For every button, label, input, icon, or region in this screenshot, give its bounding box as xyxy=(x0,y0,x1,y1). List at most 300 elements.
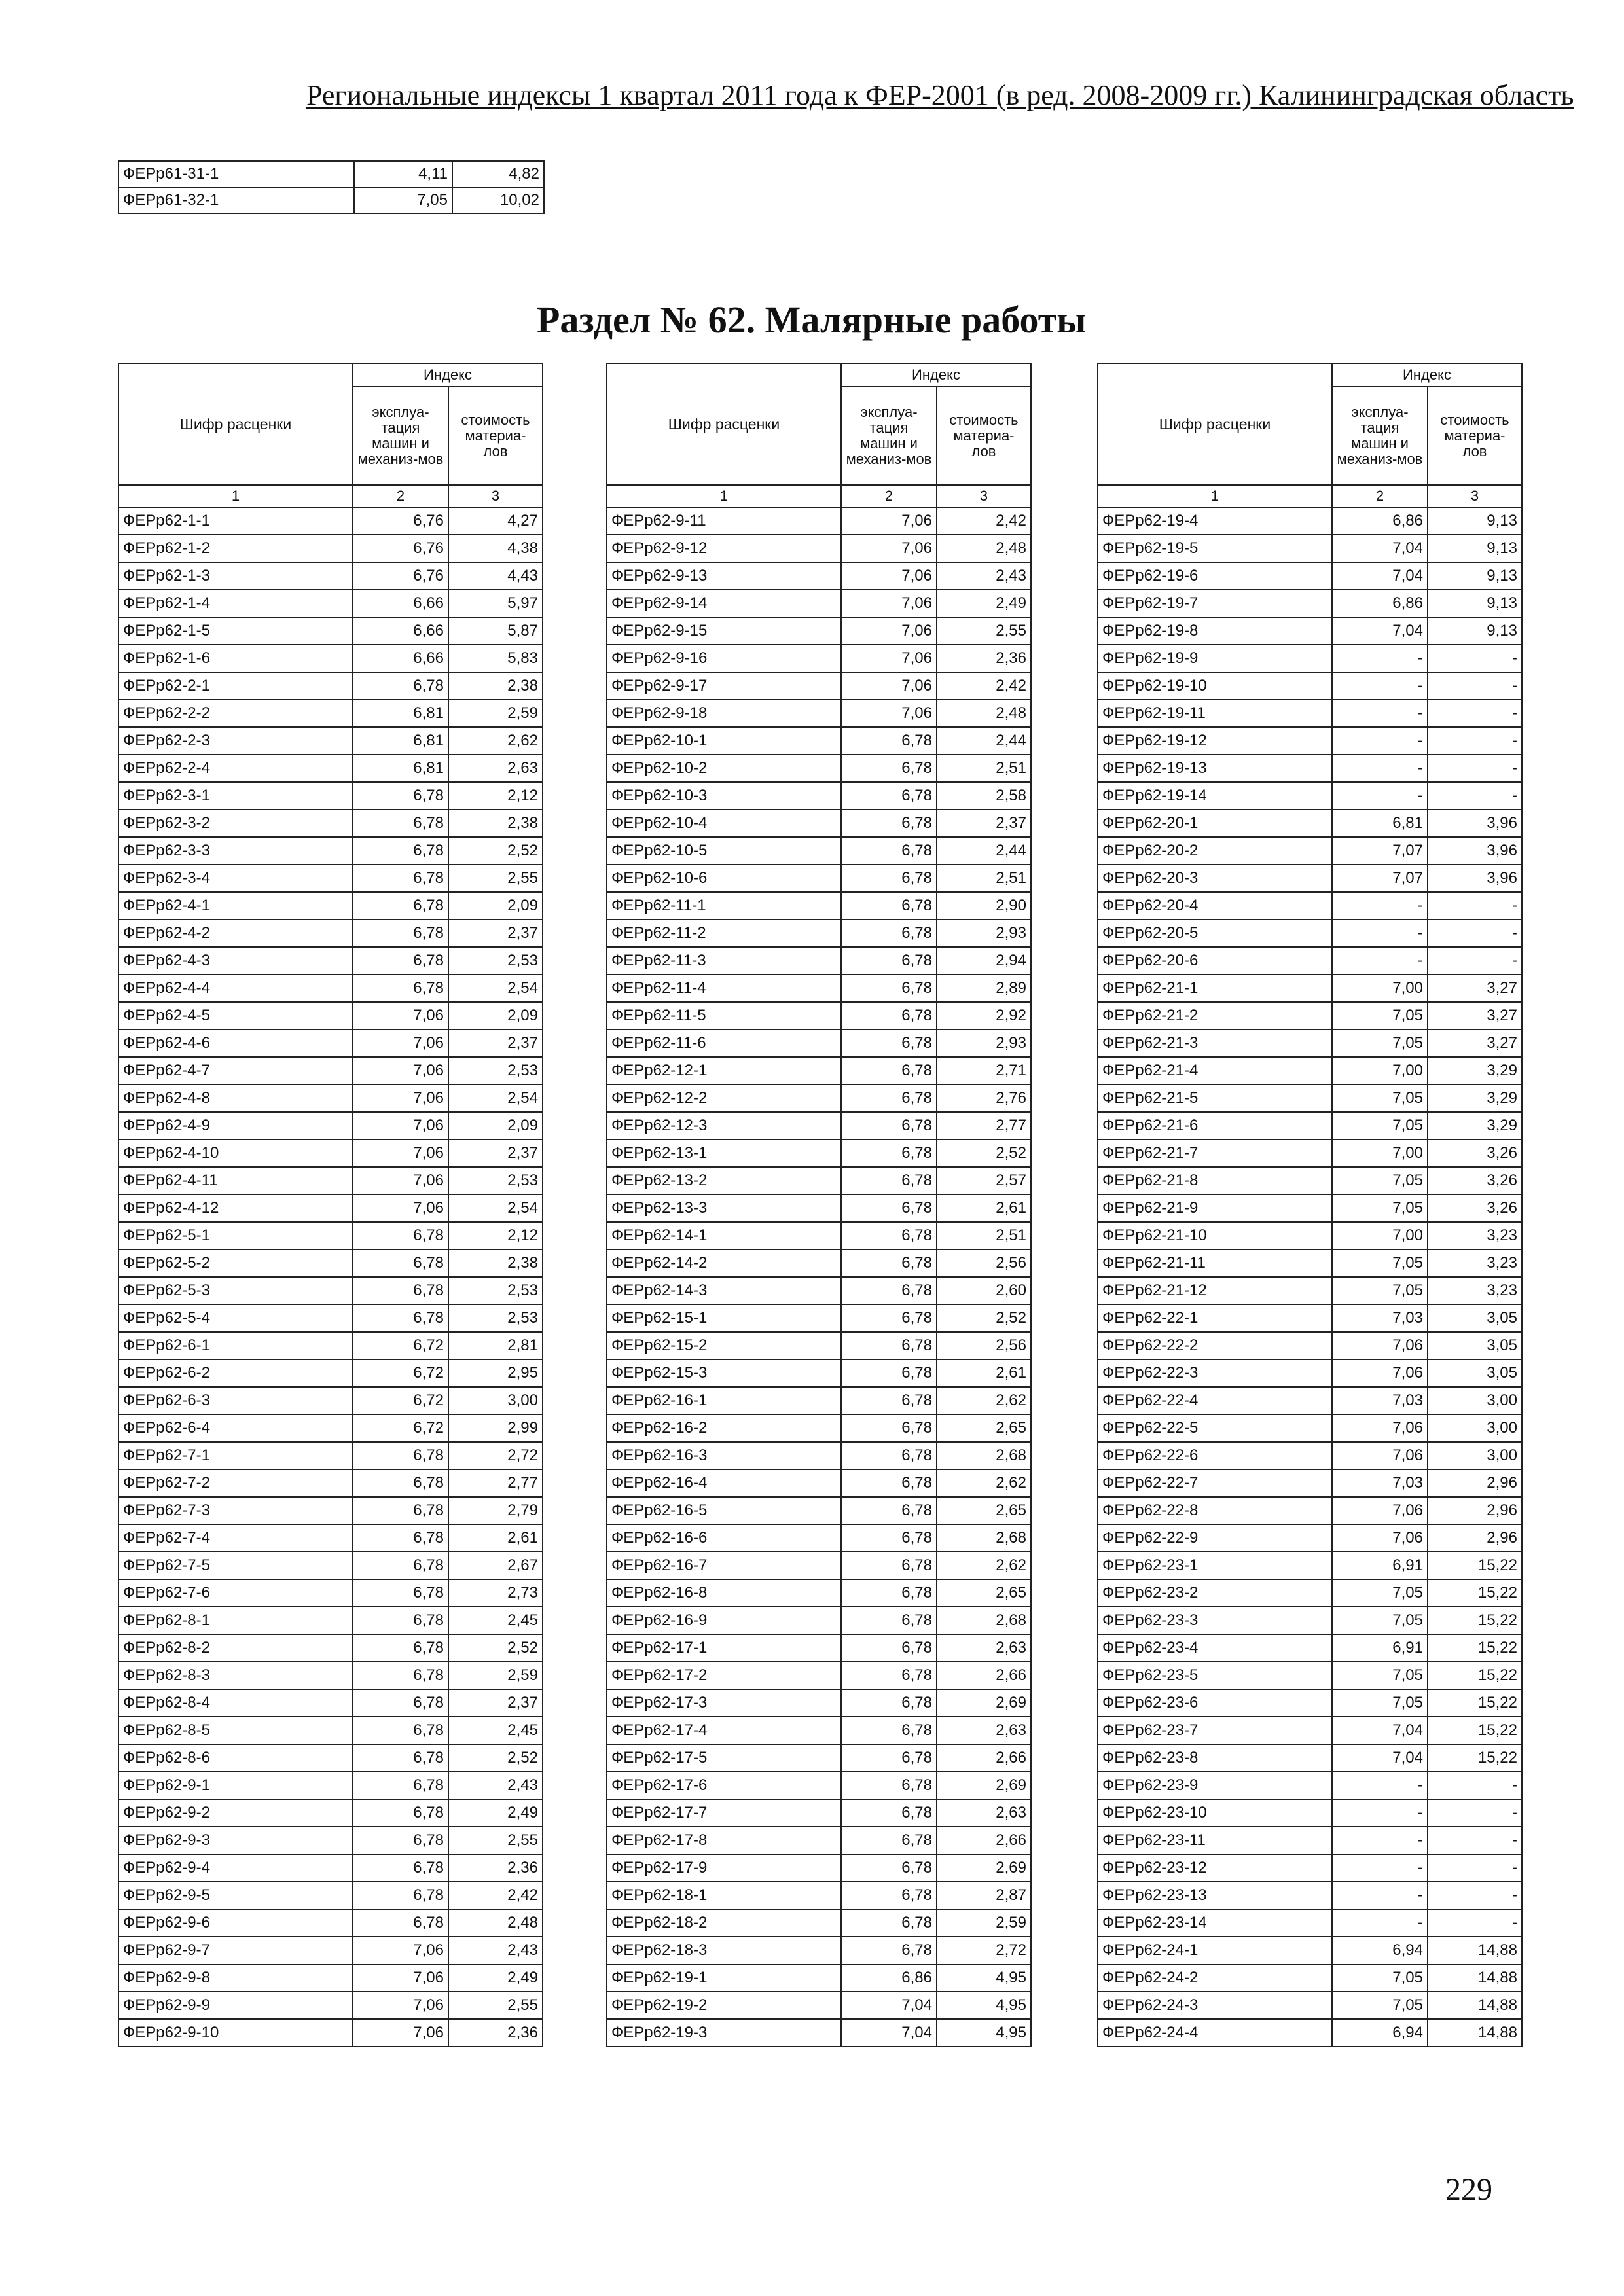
table-row xyxy=(1098,645,1522,672)
rate-code: ФЕРр62-11-5 xyxy=(607,1002,841,1030)
rate-code: ФЕРр62-4-11 xyxy=(118,1167,353,1194)
machine-index: 6,78 xyxy=(841,892,937,920)
machine-index: 6,66 xyxy=(353,645,448,672)
table-row xyxy=(118,1222,543,1249)
rate-code: ФЕРр62-23-8 xyxy=(1098,1744,1332,1772)
table-row xyxy=(118,1579,543,1607)
machine-index: 6,78 xyxy=(353,1662,448,1689)
machine-index: - xyxy=(1332,1882,1428,1909)
material-index: 2,38 xyxy=(448,1249,543,1277)
column-header-exploitation: эксплуа-тация машин и механиз-мов xyxy=(841,387,937,485)
rate-code: ФЕРр62-17-2 xyxy=(607,1662,841,1689)
material-index: 9,13 xyxy=(1428,590,1522,617)
table-row xyxy=(118,1882,543,1909)
table-row xyxy=(1098,1717,1522,1744)
rate-code: ФЕРр62-22-9 xyxy=(1098,1524,1332,1552)
rate-code: ФЕРр62-18-1 xyxy=(607,1882,841,1909)
machine-index: 7,06 xyxy=(353,1139,448,1167)
rate-code: ФЕРр62-16-2 xyxy=(607,1414,841,1442)
rate-code: ФЕРр62-9-16 xyxy=(607,645,841,672)
material-index: 2,52 xyxy=(448,1744,543,1772)
machine-index: 6,78 xyxy=(353,1909,448,1937)
table-row xyxy=(118,865,543,892)
rate-code: ФЕРр62-19-12 xyxy=(1098,727,1332,755)
rate-code: ФЕРр62-19-14 xyxy=(1098,782,1332,810)
rate-code: ФЕРр61-31-1 xyxy=(118,161,354,187)
table-row xyxy=(118,1332,543,1359)
table-row xyxy=(1098,535,1522,562)
material-index: 2,61 xyxy=(937,1194,1031,1222)
machine-index: 6,78 xyxy=(841,1002,937,1030)
column-header-code: Шифр расценки xyxy=(607,363,841,485)
rate-code: ФЕРр62-9-15 xyxy=(607,617,841,645)
rate-code: ФЕРр62-10-4 xyxy=(607,810,841,837)
material-index: 3,29 xyxy=(1428,1112,1522,1139)
rate-code: ФЕРр62-4-6 xyxy=(118,1030,353,1057)
material-index: 4,82 xyxy=(452,161,544,187)
material-index: - xyxy=(1428,947,1522,975)
machine-index: 6,76 xyxy=(353,562,448,590)
rate-code: ФЕРр62-1-3 xyxy=(118,562,353,590)
machine-index: 6,78 xyxy=(841,1552,937,1579)
rate-code: ФЕРр62-21-11 xyxy=(1098,1249,1332,1277)
material-index: 15,22 xyxy=(1428,1744,1522,1772)
material-index: 2,42 xyxy=(448,1882,543,1909)
column-header-code: Шифр расценки xyxy=(1098,363,1332,485)
material-index: 2,63 xyxy=(937,1717,1031,1744)
material-index: 3,23 xyxy=(1428,1222,1522,1249)
material-index: 10,02 xyxy=(452,187,544,213)
machine-index: 7,07 xyxy=(1332,865,1428,892)
table-row xyxy=(607,535,1031,562)
machine-index: 6,76 xyxy=(353,507,448,535)
material-index: - xyxy=(1428,892,1522,920)
material-index: 15,22 xyxy=(1428,1717,1522,1744)
rate-code: ФЕРр62-12-1 xyxy=(607,1057,841,1085)
material-index: 2,60 xyxy=(937,1277,1031,1304)
material-index: 2,45 xyxy=(448,1607,543,1634)
table-row xyxy=(607,975,1031,1002)
rate-code: ФЕРр61-32-1 xyxy=(118,187,354,213)
rate-code: ФЕРр62-2-4 xyxy=(118,755,353,782)
table-row xyxy=(607,1469,1031,1497)
rate-code: ФЕРр62-23-6 xyxy=(1098,1689,1332,1717)
machine-index: 7,04 xyxy=(1332,1744,1428,1772)
table-row xyxy=(118,1497,543,1524)
table-row xyxy=(118,645,543,672)
machine-index: 7,03 xyxy=(1332,1469,1428,1497)
rate-code: ФЕРр62-19-13 xyxy=(1098,755,1332,782)
machine-index: 7,06 xyxy=(841,507,937,535)
machine-index: 6,72 xyxy=(353,1332,448,1359)
table-row xyxy=(1098,1772,1522,1799)
table-row xyxy=(1098,1359,1522,1387)
machine-index: 6,78 xyxy=(353,920,448,947)
table-row xyxy=(607,810,1031,837)
table-row xyxy=(607,1497,1031,1524)
table-row xyxy=(607,2019,1031,2047)
rate-code: ФЕРр62-4-5 xyxy=(118,1002,353,1030)
rate-code: ФЕРр62-21-3 xyxy=(1098,1030,1332,1057)
table-row xyxy=(118,1854,543,1882)
material-index: 2,36 xyxy=(448,2019,543,2047)
machine-index: 7,06 xyxy=(1332,1442,1428,1469)
rate-code: ФЕРр62-9-13 xyxy=(607,562,841,590)
material-index: 15,22 xyxy=(1428,1689,1522,1717)
material-index: 4,38 xyxy=(448,535,543,562)
material-index: 2,63 xyxy=(937,1799,1031,1827)
material-index: 2,55 xyxy=(448,865,543,892)
machine-index: 6,78 xyxy=(841,1112,937,1139)
table-row xyxy=(118,672,543,700)
table-row xyxy=(607,617,1031,645)
machine-index: 6,94 xyxy=(1332,1937,1428,1964)
machine-index: 6,81 xyxy=(353,700,448,727)
table-row xyxy=(118,1167,543,1194)
machine-index: 6,78 xyxy=(841,837,937,865)
material-index: 2,81 xyxy=(448,1332,543,1359)
material-index: 2,37 xyxy=(448,1689,543,1717)
material-index: 2,43 xyxy=(448,1772,543,1799)
rate-code: ФЕРр62-10-5 xyxy=(607,837,841,865)
material-index: 2,59 xyxy=(448,700,543,727)
column-header-exploitation: эксплуа-тация машин и механиз-мов xyxy=(1332,387,1428,485)
machine-index: 6,78 xyxy=(353,1277,448,1304)
material-index: 2,53 xyxy=(448,947,543,975)
material-index: 2,90 xyxy=(937,892,1031,920)
rate-code: ФЕРр62-6-2 xyxy=(118,1359,353,1387)
table-row xyxy=(118,187,544,213)
rate-code: ФЕРр62-14-3 xyxy=(607,1277,841,1304)
rate-code: ФЕРр62-8-4 xyxy=(118,1689,353,1717)
material-index: 2,45 xyxy=(448,1717,543,1744)
table-row xyxy=(1098,1524,1522,1552)
rate-code: ФЕРр62-6-1 xyxy=(118,1332,353,1359)
table-row xyxy=(607,1827,1031,1854)
machine-index: 7,04 xyxy=(1332,562,1428,590)
material-index: 15,22 xyxy=(1428,1552,1522,1579)
table-row xyxy=(1098,1002,1522,1030)
rate-code: ФЕРр62-4-7 xyxy=(118,1057,353,1085)
material-index: 14,88 xyxy=(1428,2019,1522,2047)
machine-index: 7,05 xyxy=(1332,1167,1428,1194)
machine-index: - xyxy=(1332,1827,1428,1854)
rate-code: ФЕРр62-3-2 xyxy=(118,810,353,837)
machine-index: 6,78 xyxy=(353,1799,448,1827)
table-row xyxy=(1098,1964,1522,1992)
machine-index: 6,76 xyxy=(353,535,448,562)
table-row xyxy=(118,920,543,947)
material-index: 2,54 xyxy=(448,1085,543,1112)
machine-index: - xyxy=(1332,700,1428,727)
machine-index: 6,86 xyxy=(1332,590,1428,617)
table-row xyxy=(118,1744,543,1772)
material-index: 2,42 xyxy=(937,507,1031,535)
machine-index: 6,78 xyxy=(841,727,937,755)
table-row xyxy=(1098,1992,1522,2019)
rate-code: ФЕРр62-4-3 xyxy=(118,947,353,975)
machine-index: 7,04 xyxy=(1332,1717,1428,1744)
rate-code: ФЕРр62-22-7 xyxy=(1098,1469,1332,1497)
rate-code: ФЕРр62-10-3 xyxy=(607,782,841,810)
machine-index: - xyxy=(1332,645,1428,672)
machine-index: - xyxy=(1332,947,1428,975)
material-index: 5,83 xyxy=(448,645,543,672)
table-row xyxy=(118,810,543,837)
material-index: - xyxy=(1428,1827,1522,1854)
table-row xyxy=(1098,1249,1522,1277)
table-row xyxy=(1098,782,1522,810)
table-row xyxy=(607,1799,1031,1827)
machine-index: 6,81 xyxy=(353,727,448,755)
table-row xyxy=(1098,1689,1522,1717)
rate-code: ФЕРр62-4-1 xyxy=(118,892,353,920)
material-index: 2,36 xyxy=(937,645,1031,672)
table-row xyxy=(1098,727,1522,755)
machine-index: 6,78 xyxy=(841,1194,937,1222)
rate-code: ФЕРр62-24-2 xyxy=(1098,1964,1332,1992)
material-index: 2,42 xyxy=(937,672,1031,700)
material-index: 2,36 xyxy=(448,1854,543,1882)
table-row xyxy=(118,617,543,645)
column-header-materials: стоимость материа-лов xyxy=(1428,387,1522,485)
machine-index: 7,05 xyxy=(1332,1030,1428,1057)
material-index: 2,76 xyxy=(937,1085,1031,1112)
machine-index: 7,05 xyxy=(1332,1194,1428,1222)
machine-index: 7,06 xyxy=(353,1085,448,1112)
machine-index: 6,72 xyxy=(353,1414,448,1442)
machine-index: 7,06 xyxy=(353,2019,448,2047)
table-row xyxy=(1098,1854,1522,1882)
column-number: 1 xyxy=(607,485,841,507)
material-index: 2,48 xyxy=(448,1909,543,1937)
rate-code: ФЕРр62-23-5 xyxy=(1098,1662,1332,1689)
machine-index: - xyxy=(1332,1854,1428,1882)
rates-table-1 xyxy=(118,363,543,2047)
material-index: 2,79 xyxy=(448,1497,543,1524)
material-index: - xyxy=(1428,1882,1522,1909)
machine-index: 7,06 xyxy=(353,1112,448,1139)
rate-code: ФЕРр62-2-2 xyxy=(118,700,353,727)
column-header-materials: стоимость материа-лов xyxy=(937,387,1031,485)
machine-index: 6,78 xyxy=(841,1030,937,1057)
table-row xyxy=(118,1964,543,1992)
material-index: 2,37 xyxy=(937,810,1031,837)
material-index: 2,51 xyxy=(937,865,1031,892)
machine-index: 6,78 xyxy=(841,1304,937,1332)
rate-code: ФЕРр62-17-7 xyxy=(607,1799,841,1827)
material-index: 2,52 xyxy=(448,837,543,865)
table-row xyxy=(1098,1662,1522,1689)
machine-index: 6,78 xyxy=(841,1634,937,1662)
table-row xyxy=(1098,507,1522,535)
table-row xyxy=(1098,755,1522,782)
machine-index: 6,78 xyxy=(841,1882,937,1909)
machine-index: 7,05 xyxy=(1332,1579,1428,1607)
column-number: 2 xyxy=(353,485,448,507)
rate-code: ФЕРр62-16-5 xyxy=(607,1497,841,1524)
material-index: 2,43 xyxy=(448,1937,543,1964)
material-index: - xyxy=(1428,1854,1522,1882)
rate-code: ФЕРр62-19-4 xyxy=(1098,507,1332,535)
machine-index: 7,05 xyxy=(354,187,452,213)
material-index: 3,05 xyxy=(1428,1332,1522,1359)
table-row xyxy=(1098,1827,1522,1854)
table-row xyxy=(118,1827,543,1854)
table-row xyxy=(1098,2019,1522,2047)
material-index: 2,72 xyxy=(448,1442,543,1469)
rate-code: ФЕРр62-23-11 xyxy=(1098,1827,1332,1854)
machine-index: 6,78 xyxy=(353,1497,448,1524)
machine-index: 7,07 xyxy=(1332,837,1428,865)
rate-code: ФЕРр62-9-14 xyxy=(607,590,841,617)
rate-code: ФЕРр62-19-6 xyxy=(1098,562,1332,590)
table-row xyxy=(118,1992,543,2019)
machine-index: - xyxy=(1332,727,1428,755)
material-index: 4,95 xyxy=(937,1964,1031,1992)
material-index: 2,55 xyxy=(937,617,1031,645)
table-row xyxy=(118,1249,543,1277)
machine-index: 6,94 xyxy=(1332,2019,1428,2047)
machine-index: 6,78 xyxy=(841,1579,937,1607)
machine-index: 6,78 xyxy=(353,1689,448,1717)
material-index: 2,92 xyxy=(937,1002,1031,1030)
table-row xyxy=(607,1689,1031,1717)
rate-code: ФЕРр62-19-10 xyxy=(1098,672,1332,700)
rate-code: ФЕРр62-21-7 xyxy=(1098,1139,1332,1167)
table-row xyxy=(118,507,543,535)
table-row xyxy=(1098,1304,1522,1332)
rate-code: ФЕРр62-16-3 xyxy=(607,1442,841,1469)
machine-index: 7,06 xyxy=(841,535,937,562)
machine-index: 7,00 xyxy=(1332,975,1428,1002)
material-index: 3,26 xyxy=(1428,1139,1522,1167)
material-index: 2,51 xyxy=(937,755,1031,782)
table-row xyxy=(1098,1194,1522,1222)
material-index: 3,23 xyxy=(1428,1249,1522,1277)
machine-index: 7,05 xyxy=(1332,1662,1428,1689)
machine-index: 6,78 xyxy=(353,865,448,892)
rate-code: ФЕРр62-9-4 xyxy=(118,1854,353,1882)
table-row xyxy=(607,1524,1031,1552)
machine-index: 6,78 xyxy=(841,1057,937,1085)
rate-code: ФЕРр62-14-1 xyxy=(607,1222,841,1249)
machine-index: 7,06 xyxy=(1332,1359,1428,1387)
rate-code: ФЕРр62-4-8 xyxy=(118,1085,353,1112)
rates-table-2 xyxy=(606,363,1032,2047)
machine-index: 6,78 xyxy=(353,1634,448,1662)
rate-code: ФЕРр62-3-3 xyxy=(118,837,353,865)
material-index: 2,09 xyxy=(448,1112,543,1139)
material-index: 2,37 xyxy=(448,1030,543,1057)
table-row xyxy=(1098,1414,1522,1442)
machine-index: 6,78 xyxy=(841,1662,937,1689)
rate-code: ФЕРр62-12-3 xyxy=(607,1112,841,1139)
machine-index: 6,78 xyxy=(353,1442,448,1469)
rate-code: ФЕРр62-5-4 xyxy=(118,1304,353,1332)
rate-code: ФЕРр62-8-2 xyxy=(118,1634,353,1662)
table-row xyxy=(607,1002,1031,1030)
rate-code: ФЕРр62-16-8 xyxy=(607,1579,841,1607)
table-row xyxy=(1098,837,1522,865)
table-row xyxy=(118,892,543,920)
table-row xyxy=(607,1634,1031,1662)
table-row xyxy=(607,1359,1031,1387)
machine-index: 7,05 xyxy=(1332,1277,1428,1304)
material-index: 2,43 xyxy=(937,562,1031,590)
material-index: 14,88 xyxy=(1428,1937,1522,1964)
machine-index: 6,78 xyxy=(353,1882,448,1909)
table-row xyxy=(118,1634,543,1662)
machine-index: 6,78 xyxy=(353,1469,448,1497)
material-index: 3,96 xyxy=(1428,837,1522,865)
table-row xyxy=(607,1304,1031,1332)
material-index: 9,13 xyxy=(1428,535,1522,562)
machine-index: 7,06 xyxy=(1332,1497,1428,1524)
machine-index: 7,05 xyxy=(1332,1249,1428,1277)
machine-index: 6,78 xyxy=(841,947,937,975)
table-row xyxy=(607,1882,1031,1909)
material-index: 2,59 xyxy=(937,1909,1031,1937)
rate-code: ФЕРр62-21-12 xyxy=(1098,1277,1332,1304)
table-row xyxy=(1098,1030,1522,1057)
rate-code: ФЕРр62-13-1 xyxy=(607,1139,841,1167)
material-index: 3,00 xyxy=(1428,1414,1522,1442)
machine-index: 6,78 xyxy=(353,1524,448,1552)
table-row xyxy=(607,837,1031,865)
table-row xyxy=(118,1057,543,1085)
rate-code: ФЕРр62-17-9 xyxy=(607,1854,841,1882)
machine-index: 6,72 xyxy=(353,1387,448,1414)
material-index: 14,88 xyxy=(1428,1992,1522,2019)
machine-index: - xyxy=(1332,1909,1428,1937)
machine-index: 6,78 xyxy=(841,755,937,782)
material-index: 2,53 xyxy=(448,1167,543,1194)
material-index: 2,55 xyxy=(448,1992,543,2019)
machine-index: 7,06 xyxy=(841,645,937,672)
machine-index: 7,03 xyxy=(1332,1387,1428,1414)
rate-code: ФЕРр62-16-4 xyxy=(607,1469,841,1497)
machine-index: 6,78 xyxy=(353,837,448,865)
material-index: 2,53 xyxy=(448,1277,543,1304)
material-index: 9,13 xyxy=(1428,562,1522,590)
machine-index: 6,78 xyxy=(353,975,448,1002)
material-index: 2,71 xyxy=(937,1057,1031,1085)
rate-code: ФЕРр62-7-6 xyxy=(118,1579,353,1607)
table-row xyxy=(1098,562,1522,590)
machine-index: 7,06 xyxy=(841,672,937,700)
page-header: Региональные индексы 1 квартал 2011 года к ФЕР-2001 (в ред. 2008-2009 гг.) Калининградская область xyxy=(306,79,1574,111)
material-index: 2,63 xyxy=(937,1634,1031,1662)
table-row xyxy=(118,1442,543,1469)
rate-code: ФЕРр62-7-4 xyxy=(118,1524,353,1552)
rate-code: ФЕРр62-8-1 xyxy=(118,1607,353,1634)
rate-code: ФЕРр62-22-1 xyxy=(1098,1304,1332,1332)
table-row xyxy=(1098,947,1522,975)
material-index: 3,96 xyxy=(1428,865,1522,892)
material-index: 2,62 xyxy=(937,1469,1031,1497)
rate-code: ФЕРр62-9-10 xyxy=(118,2019,353,2047)
rate-code: ФЕРр62-3-4 xyxy=(118,865,353,892)
section-title: Раздел № 62. Малярные работы xyxy=(537,298,1087,341)
rate-code: ФЕРр62-10-2 xyxy=(607,755,841,782)
machine-index: 6,78 xyxy=(841,1854,937,1882)
table-row xyxy=(1098,1937,1522,1964)
machine-index: 7,06 xyxy=(353,1002,448,1030)
material-index: 2,89 xyxy=(937,975,1031,1002)
table-row xyxy=(1098,1112,1522,1139)
material-index: 2,73 xyxy=(448,1579,543,1607)
